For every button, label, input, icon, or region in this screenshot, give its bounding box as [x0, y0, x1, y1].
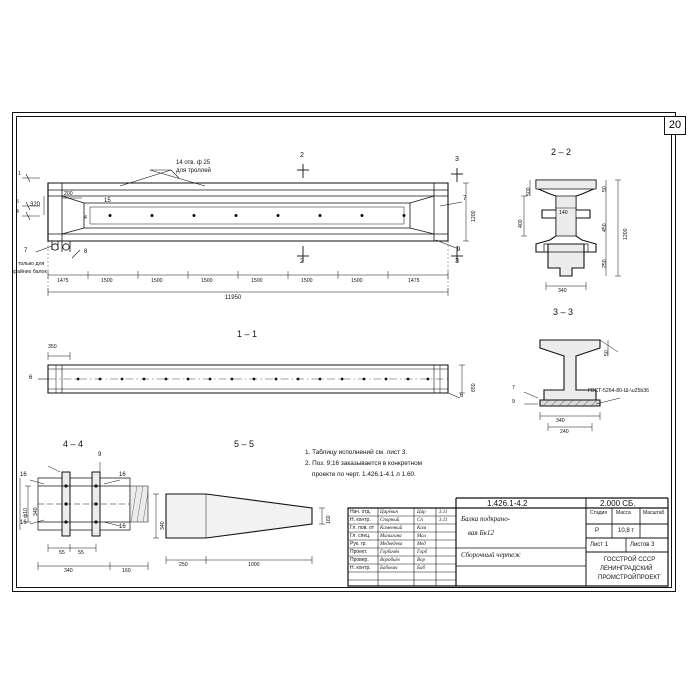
stamp-row-sig-6: Вор [417, 558, 426, 563]
view-1-1-dim-350: 350 [48, 344, 57, 350]
drawing-scale-note: 2.000 СБ. [600, 499, 636, 508]
stamp-row-sig-0: Цар [417, 510, 426, 515]
section-2-2-dim-50: 50 [602, 186, 608, 192]
drawing-title-line2: вая Бк12 [468, 529, 494, 537]
plan-dim-seg-2: 1500 [101, 278, 113, 284]
plan-dim-seg-8: 1475 [408, 278, 420, 284]
plan-dim-seg-1: 1475 [57, 278, 69, 284]
stamp-row-role-5: Проект. [350, 549, 368, 555]
stamp-row-sig-7: Баб [417, 566, 425, 571]
stamp-row-name-2: Каменный [380, 526, 403, 531]
page-number-box: 20 [664, 116, 686, 135]
plan-tick-5: 5 [16, 199, 19, 205]
plan-dim-15: 15 [104, 198, 111, 204]
section-3-3-weld-note: ГОСТ-5264-80-Ш-\u25b36 [588, 388, 650, 394]
plan-dim-seg-7: 1500 [351, 278, 363, 284]
view-4-4-dim-d10: ф10 [23, 507, 29, 518]
view-1-1-dim-650: 650 [471, 383, 477, 392]
stamp-row-role-4: Рук. гр. [350, 541, 367, 547]
stamp-row-date-0: 3.11 [439, 510, 448, 515]
stamp-row-sig-1: Сп [417, 518, 423, 523]
stamp-row-sig-5: Горб [417, 550, 428, 555]
section-3-3-dim-240: 240 [560, 429, 569, 435]
plan-dim-total: 11950 [225, 295, 242, 301]
section-2-2-title: 2 – 2 [551, 147, 572, 157]
stamp-row-role-7: Н. контр. [350, 565, 371, 571]
stage-value: Р [595, 528, 600, 534]
drawing-title-line1: Балка подкрано- [461, 515, 511, 523]
view-5-5-dim-250: 250 [179, 562, 188, 568]
scale-label: Масштаб [643, 510, 665, 516]
stamp-row-name-4: Медведева [380, 542, 403, 547]
view-5-5-dim-340: 340 [160, 521, 166, 530]
stamp-row-name-7: Бабович [380, 566, 398, 571]
note-line-3: проекте по черт. 1.426.1-4.1 л 1.60. [312, 471, 416, 478]
org-line-1: ГОССТРОЙ СССР [604, 557, 656, 563]
mass-label: Масса [616, 510, 631, 516]
section-mark-2-bottom: 2 [300, 258, 304, 265]
stamp-row-sig-4: Мед [417, 542, 426, 547]
view-4-4-dim-160: 160 [122, 568, 131, 574]
view-4-4-dim-55-a: 55 [59, 550, 65, 556]
section-mark-2-top: 2 [300, 152, 304, 159]
section-3-3-dim-50: 50 [604, 350, 610, 356]
view-5-5-title: 5 – 5 [234, 439, 255, 449]
sheet-label: Лист 1 [590, 542, 609, 548]
section-2-2-dim-500: 500 [526, 187, 532, 196]
section-2-2-dim-1200: 1200 [623, 228, 629, 240]
plan-dim-seg-5: 1500 [251, 278, 263, 284]
view-4-4-label-16-d: 16 [119, 524, 126, 530]
view-4-4-label-16-a: 16 [20, 472, 27, 478]
plan-dim-320: 320 [30, 202, 41, 208]
drawing-title-line3: Сборочный чертеж [461, 551, 521, 559]
section-2-2-dim-340: 340 [558, 288, 567, 294]
plan-leader-9: 9 [457, 247, 461, 253]
section-3-3-leader-9: 9 [512, 399, 515, 405]
section-mark-3-bottom: 3 [455, 258, 459, 265]
plan-dim-seg-3: 1500 [151, 278, 163, 284]
plan-dim-seg-6: 1500 [301, 278, 313, 284]
section-2-2-dim-250: 250 [602, 259, 608, 268]
plan-callout-holes-line1: 14 отв. ф 25 [176, 160, 211, 166]
org-line-2: ЛЕНИНГРАДСКИЙ [600, 566, 653, 572]
section-3-3-title: 3 – 3 [553, 307, 574, 317]
view-5-5-dim-1000: 1000 [248, 562, 260, 568]
plan-callout-holes-line2: для троллей [176, 168, 211, 174]
view-4-4-dim-55-b: 55 [78, 550, 84, 556]
note-line-2: 2. Поз. 9;16 заказывается в конкретном [305, 460, 423, 467]
section-mark-3-top: 3 [455, 156, 459, 163]
plan-tick-4: 4 [16, 209, 19, 215]
stamp-row-role-3: Гл. спец. [350, 533, 371, 539]
view-1-1-title: 1 – 1 [237, 329, 258, 339]
plan-dim-4: 4 [84, 215, 87, 221]
view-5-5-dim-160: 160 [326, 515, 332, 524]
stamp-row-role-2: Гл. пов. от [350, 525, 375, 531]
stamp-row-sig-3: Мал [417, 534, 426, 539]
section-2-2-dim-400: 400 [518, 219, 524, 228]
plan-leader-8: 8 [84, 249, 88, 255]
view-4-4-label-16-b: 16 [119, 472, 126, 478]
stamp-row-name-0: Царёвин [380, 510, 398, 515]
stamp-row-role-1: Н. контр. [350, 517, 371, 523]
view-4-4-title: 4 – 4 [63, 439, 84, 449]
view-1-1-mark-6-left: 6 [29, 375, 33, 381]
section-3-3-dim-340: 340 [556, 418, 565, 424]
stamp-row-role-0: Нач. отд. [350, 509, 371, 515]
org-line-3: ПРОМСТРОЙПРОЕКТ [598, 575, 661, 581]
stamp-row-name-1: Спорный [380, 518, 400, 523]
plan-tick-1: 1 [18, 171, 21, 177]
note-line-1: 1. Таблицу исполнений см. лист 3. [305, 449, 408, 456]
stamp-row-name-5: Горбачёв [380, 550, 400, 555]
plan-note-edge-line2: крайних балок [12, 269, 47, 275]
view-4-4-dim-340: 340 [64, 568, 73, 574]
stamp-row-date-1: 3.11 [439, 518, 448, 523]
stamp-row-name-3: Малыгина [380, 534, 402, 539]
view-4-4-label-9: 9 [98, 452, 102, 458]
plan-dim-1200: 1200 [471, 210, 477, 222]
view-1-1-mark-6-right: 6 [460, 393, 464, 399]
view-4-4-dim-340-v: 340 [33, 507, 39, 516]
stamp-row-sig-2: Кам [417, 526, 427, 531]
plan-dim-seg-4: 1500 [201, 278, 213, 284]
plan-note-edge-line1: только для [18, 261, 45, 267]
stamp-row-name-6: Воробьёв [380, 558, 400, 563]
stage-label: Стадия [590, 510, 608, 516]
plan-leader-7: 7 [463, 196, 467, 202]
plan-dim-200: 200 [64, 191, 73, 197]
view-4-4-label-16-c: 16 [20, 520, 27, 526]
section-3-3-leader-7: 7 [512, 385, 515, 391]
mass-value: 10,8 т [618, 528, 635, 534]
sheets-label: Листов 3 [630, 542, 655, 548]
section-2-2-dim-450: 450 [602, 223, 608, 232]
drawing-code: 1.426.1-4.2 [487, 499, 528, 508]
plan-leader-7b: 7 [24, 248, 28, 254]
section-2-2-dim-140: 140 [559, 210, 568, 216]
stamp-row-role-6: Провер. [350, 557, 369, 563]
